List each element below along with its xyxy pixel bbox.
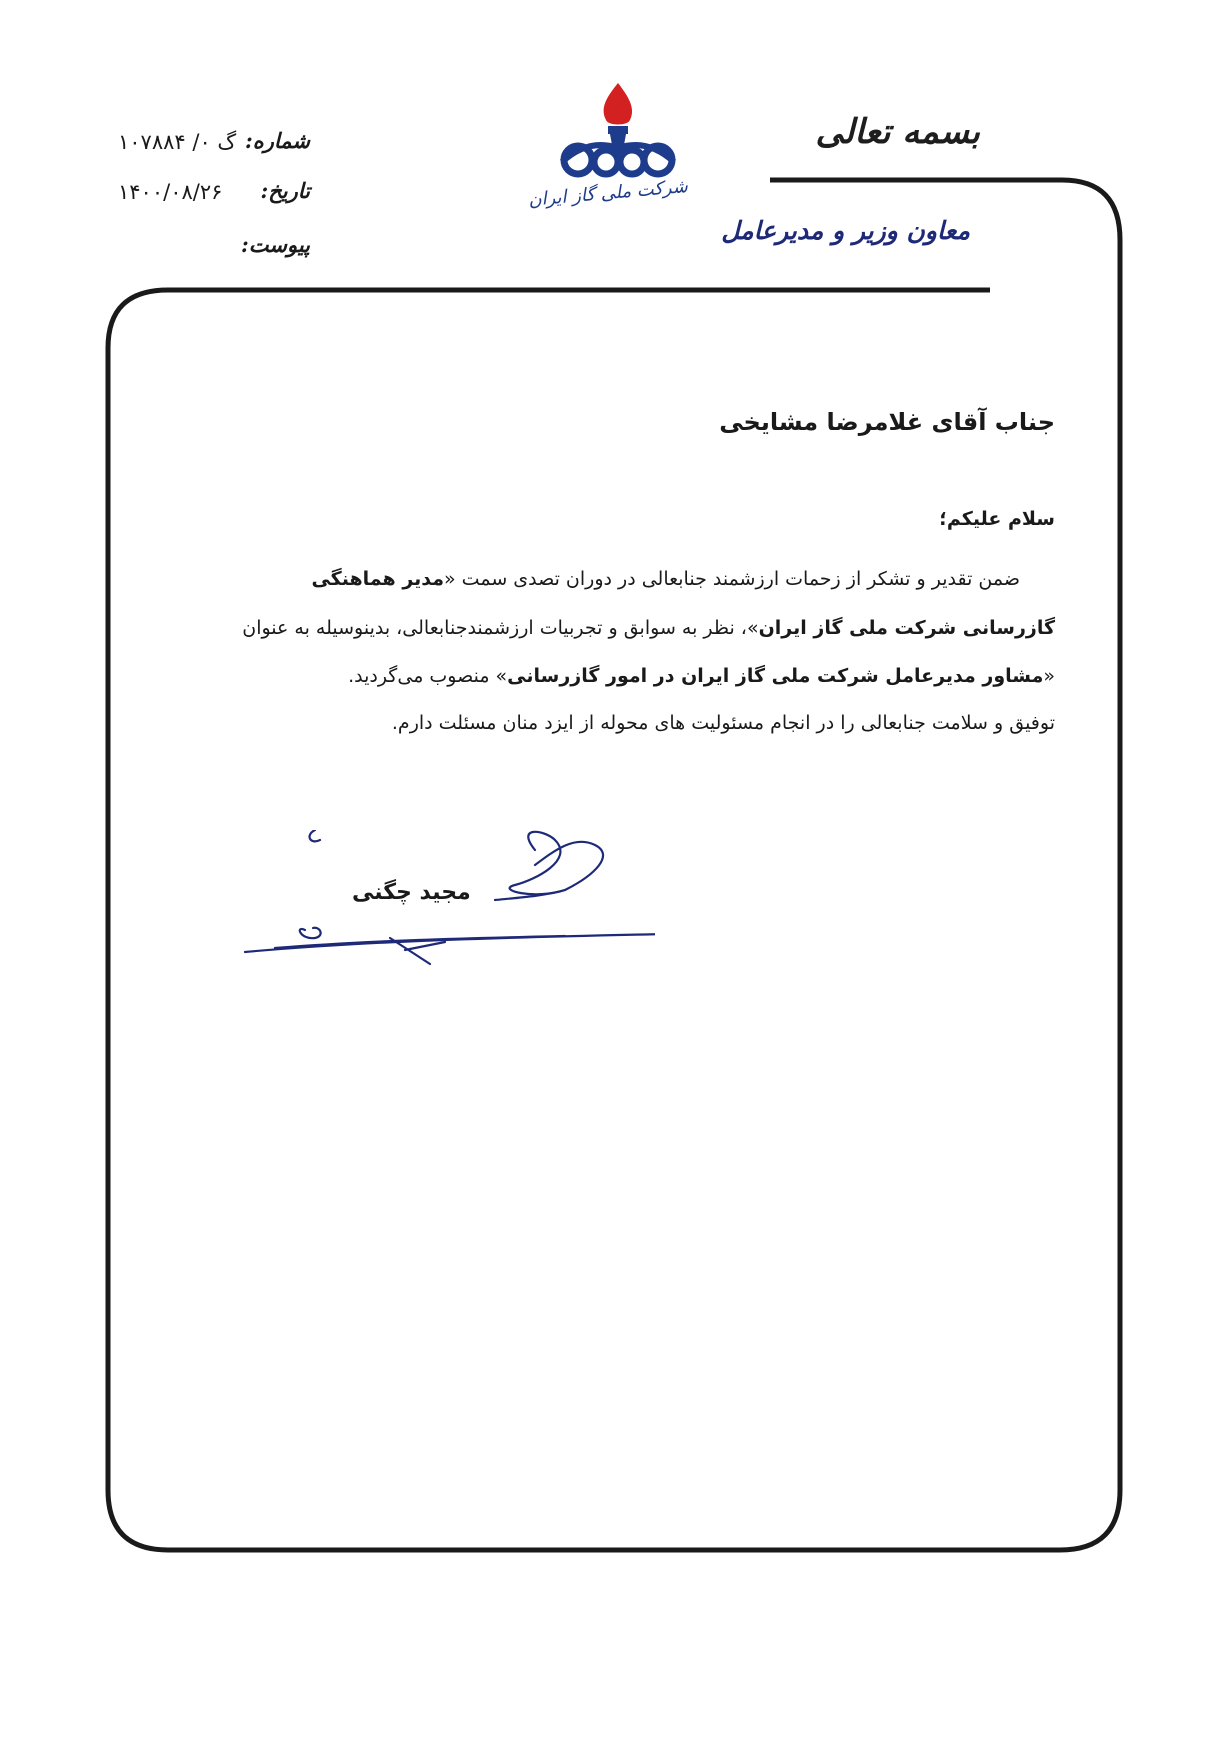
number-value: گ ۰/ ۱۰۷۸۸۴ — [118, 130, 237, 154]
handwritten-signature — [235, 830, 655, 970]
line3-text: » منصوب می‌گردید. — [348, 665, 508, 687]
line2-text: »، نظر به سوابق و تجربیات ارزشمندجنابعالی، بدینوسیله به عنوان — [242, 617, 759, 639]
line1-text: ضمن تقدیر و تشکر از زحمات ارزشمند جنابعالی در دوران تصدی سمت « — [444, 568, 1020, 590]
attachment-label: پیوست: — [241, 232, 310, 257]
date-value: ۱۴۰۰/۰۸/۲۶ — [118, 180, 223, 204]
date-label: تاریخ: — [260, 178, 310, 203]
number-row — [110, 128, 310, 168]
line3-open: « — [1043, 665, 1055, 687]
line3-bold: مشاور مدیرعامل شرکت ملی گاز ایران در امور گازرسانی — [507, 665, 1044, 687]
recipient: جناب آقای غلامرضا مشایخی — [719, 408, 1055, 436]
greeting: سلام علیکم؛ — [939, 508, 1055, 530]
paragraph-line-4: توفیق و سلامت جنابعالی را در انجام مسئولیت های محوله از ایزد منان مسئلت دارم. — [391, 712, 1055, 734]
number-label: شماره: — [244, 128, 310, 153]
line1-bold: مدیر هماهنگی — [311, 568, 445, 590]
logo-text: شرکت ملی گاز ایران — [527, 175, 689, 211]
date-row — [110, 178, 310, 218]
flame-icon — [604, 83, 632, 125]
paragraph-line-1 — [311, 570, 1020, 589]
paragraph-line-3 — [348, 667, 1055, 686]
attachment-row — [110, 232, 310, 272]
signer-name: مجید چگنی — [352, 880, 471, 905]
line2-bold: گازرسانی شرکت ملی گاز ایران — [758, 617, 1055, 639]
paragraph-line-2 — [242, 619, 1055, 638]
department-title: معاون وزیر و مدیرعامل — [721, 216, 970, 245]
basmala: بسمه تعالی — [815, 112, 980, 152]
